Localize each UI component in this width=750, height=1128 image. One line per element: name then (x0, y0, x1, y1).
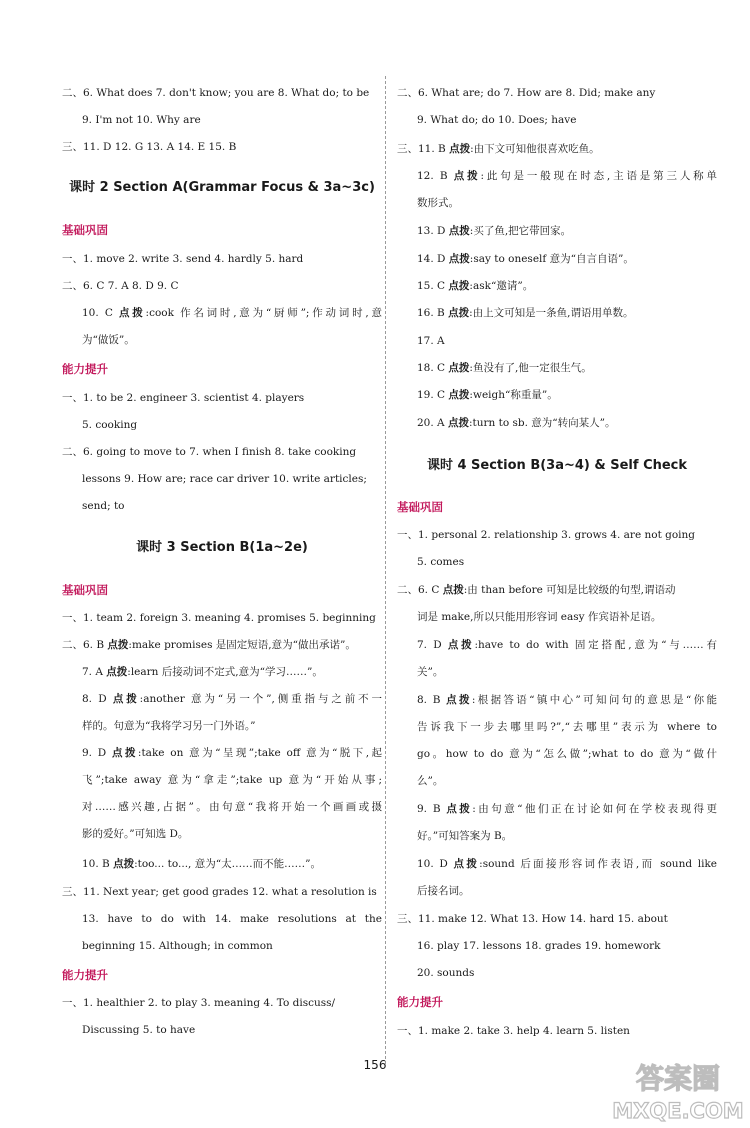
answer-line: 20. sounds (417, 967, 475, 979)
answer-line: beginning 15. Although; in common (82, 940, 273, 952)
answer-line: lessons 9. How are; race car driver 10. write articles; (82, 473, 367, 485)
answer-line: 16. play 17. lessons 18. grades 19. homework (417, 940, 661, 952)
hint-marker: 点拨 (112, 693, 140, 705)
lesson-heading: 课时 4 Section B(3a~4) & Self Check (426, 458, 688, 473)
answer-line: 12. B 点拨:此句是一般现在时态,主语是第三人称单 (417, 170, 717, 182)
answer-line: 8. B 点拨:根据答语“镇中心”可知问句的意思是“你能 (417, 694, 717, 706)
section-label: 基础巩固 (397, 500, 443, 514)
answer-line: 18. C 点拨:鱼没有了,他一定很生气。 (417, 362, 592, 374)
hint-marker: 点拨 (448, 225, 470, 237)
section-label: 能力提升 (62, 968, 108, 982)
hint-marker: 点拨 (453, 170, 481, 182)
section-label: 基础巩固 (62, 223, 108, 237)
section-label: 基础巩固 (62, 583, 108, 597)
answer-line: 一、1. personal 2. relationship 3. grows 4. are not going (397, 529, 696, 541)
watermark-logo (612, 1054, 744, 1124)
answer-line: send; to (82, 500, 125, 512)
answer-line: 16. B 点拨:由上文可知是一条鱼,谓语用单数。 (417, 307, 634, 319)
hint-marker: 点拨 (442, 584, 464, 596)
column-divider (385, 76, 386, 1064)
answer-line: 三、11. B 点拨:由下文可知他很喜欢吃鱼。 (397, 143, 600, 155)
hint-marker: 点拨 (118, 307, 146, 319)
hint-marker: 点拨 (446, 803, 473, 815)
hint-marker: 点拨 (107, 639, 129, 651)
hint-marker: 点拨 (446, 694, 472, 706)
answer-line: 14. D 点拨:say to oneself 意为“自言自语”。 (417, 253, 634, 265)
answer-line: 数形式。 (417, 197, 459, 209)
answer-line: 二、6. What are; do 7. How are 8. Did; make any (397, 87, 656, 99)
answer-line: 影的爱好。”可知选 D。 (82, 828, 189, 840)
answer-line: 样的。句意为“我将学习另一门外语。” (82, 720, 256, 732)
answer-line: 一、1. healthier 2. to play 3. meaning 4. To discuss/ (62, 997, 336, 1009)
answer-line: 5. comes (417, 556, 465, 568)
answer-line: 词是 make,所以只能用形容词 easy 作宾语补足语。 (417, 611, 662, 623)
answer-line: 10. C 点拨:cook 作名词时,意为“厨师”;作动词时,意 (82, 307, 382, 319)
answer-line: 19. C 点拨:weigh“称重量”。 (417, 389, 558, 401)
answer-line: 7. D 点拨:have to do with 固定搭配,意为“与……有 (417, 639, 717, 651)
answer-line: 一、1. make 2. take 3. help 4. learn 5. listen (397, 1025, 630, 1037)
answer-line: 三、11. make 12. What 13. How 14. hard 15. about (397, 913, 668, 925)
answer-line: 13. D 点拨:买了鱼,把它带回家。 (417, 225, 572, 237)
answer-line: 对……感兴趣,占据”。由句意“我将开始一个画画或摄 (82, 801, 382, 813)
answer-line: 好。”可知答案为 B。 (417, 830, 513, 842)
hint-marker: 点拨 (448, 280, 470, 292)
watermark-bottom-text: MXQE.COM (612, 1099, 744, 1123)
answer-line: 13. have to do with 14. make resolutions at the (82, 913, 382, 925)
answer-line: 后接名词。 (417, 885, 470, 897)
hint-marker: 点拨 (448, 253, 470, 265)
hint-marker: 点拨 (448, 389, 470, 401)
section-label: 能力提升 (397, 995, 443, 1009)
answer-line: 7. A 点拨:learn 后接动词不定式,意为“学习……”。 (82, 666, 323, 678)
answer-line: 飞”;take away 意为“拿走”;take up 意为“开始从事; (82, 774, 382, 786)
answer-line: 9. B 点拨:由句意“他们正在讨论如何在学校表现得更 (417, 803, 717, 815)
answer-line: 三、11. Next year; get good grades 12. what a resolution is (62, 886, 377, 898)
answer-line: 二、6. C 7. A 8. D 9. C (62, 280, 179, 292)
answer-line: 8. D 点拨:another 意为“另一个”,侧重指与之前不一 (82, 693, 382, 705)
section-label: 能力提升 (62, 362, 108, 376)
hint-marker: 点拨 (447, 639, 475, 651)
answer-line: 15. C 点拨:ask“邀请”。 (417, 280, 534, 292)
answer-line: 5. cooking (82, 419, 138, 431)
hint-marker: 点拨 (449, 143, 471, 155)
answer-line: 么”。 (417, 775, 444, 787)
answer-line: 17. A (417, 335, 445, 347)
answer-line: 三、11. D 12. G 13. A 14. E 15. B (62, 141, 237, 153)
answer-line: 为“做饭”。 (82, 334, 135, 346)
hint-marker: 点拨 (448, 362, 470, 374)
answer-line: 一、1. move 2. write 3. send 4. hardly 5. hard (62, 253, 304, 265)
watermark-top-text: 答案圈 (635, 1062, 721, 1095)
answer-line: 10. B 点拨:too... to..., 意为“太……而不能……”。 (82, 858, 321, 870)
answer-line: 20. A 点拨:turn to sb. 意为“转向某人”。 (417, 417, 616, 429)
answer-line: 二、6. C 点拨:由 than before 可知是比较级的句型,谓语动 (397, 584, 676, 596)
page-number: 156 (363, 1058, 387, 1072)
hint-marker: 点拨 (106, 666, 128, 678)
answer-line: 10. D 点拨:sound 后面接形容词作表语,而 sound like (417, 858, 717, 870)
lesson-heading: 课时 2 Section A(Grammar Focus & 3a~3c) (69, 180, 375, 195)
answer-line: 二、6. B 点拨:make promises 是固定短语,意为“做出承诺”。 (62, 639, 356, 651)
answer-line: 一、1. team 2. foreign 3. meaning 4. promises 5. beginning (62, 612, 376, 624)
answer-line: 告诉我下一步去哪里吗?”,“去哪里”表示为 where to (417, 721, 717, 733)
answer-line: 二、6. going to move to 7. when I finish 8. take cooking (62, 446, 357, 458)
hint-marker: 点拨 (112, 747, 138, 759)
answer-line: 9. D 点拨:take on 意为“呈现”;take off 意为“脱下,起 (82, 747, 382, 759)
answer-line: 9. I'm not 10. Why are (82, 114, 201, 126)
hint-marker: 点拨 (448, 307, 470, 319)
answer-line: 关”。 (417, 666, 444, 678)
answer-line: go。how to do 意为“怎么做”;what to do 意为“做什 (417, 748, 717, 760)
hint-marker: 点拨 (447, 417, 469, 429)
hint-marker: 点拨 (113, 858, 135, 870)
answer-line: 9. What do; do 10. Does; have (417, 114, 577, 126)
answer-line: 二、6. What does 7. don't know; you are 8. What do; to be (62, 87, 370, 99)
answer-line: 一、1. to be 2. engineer 3. scientist 4. players (62, 392, 305, 404)
answer-line: Discussing 5. to have (82, 1024, 196, 1036)
hint-marker: 点拨 (453, 858, 480, 870)
lesson-heading: 课时 3 Section B(1a~2e) (136, 540, 308, 555)
